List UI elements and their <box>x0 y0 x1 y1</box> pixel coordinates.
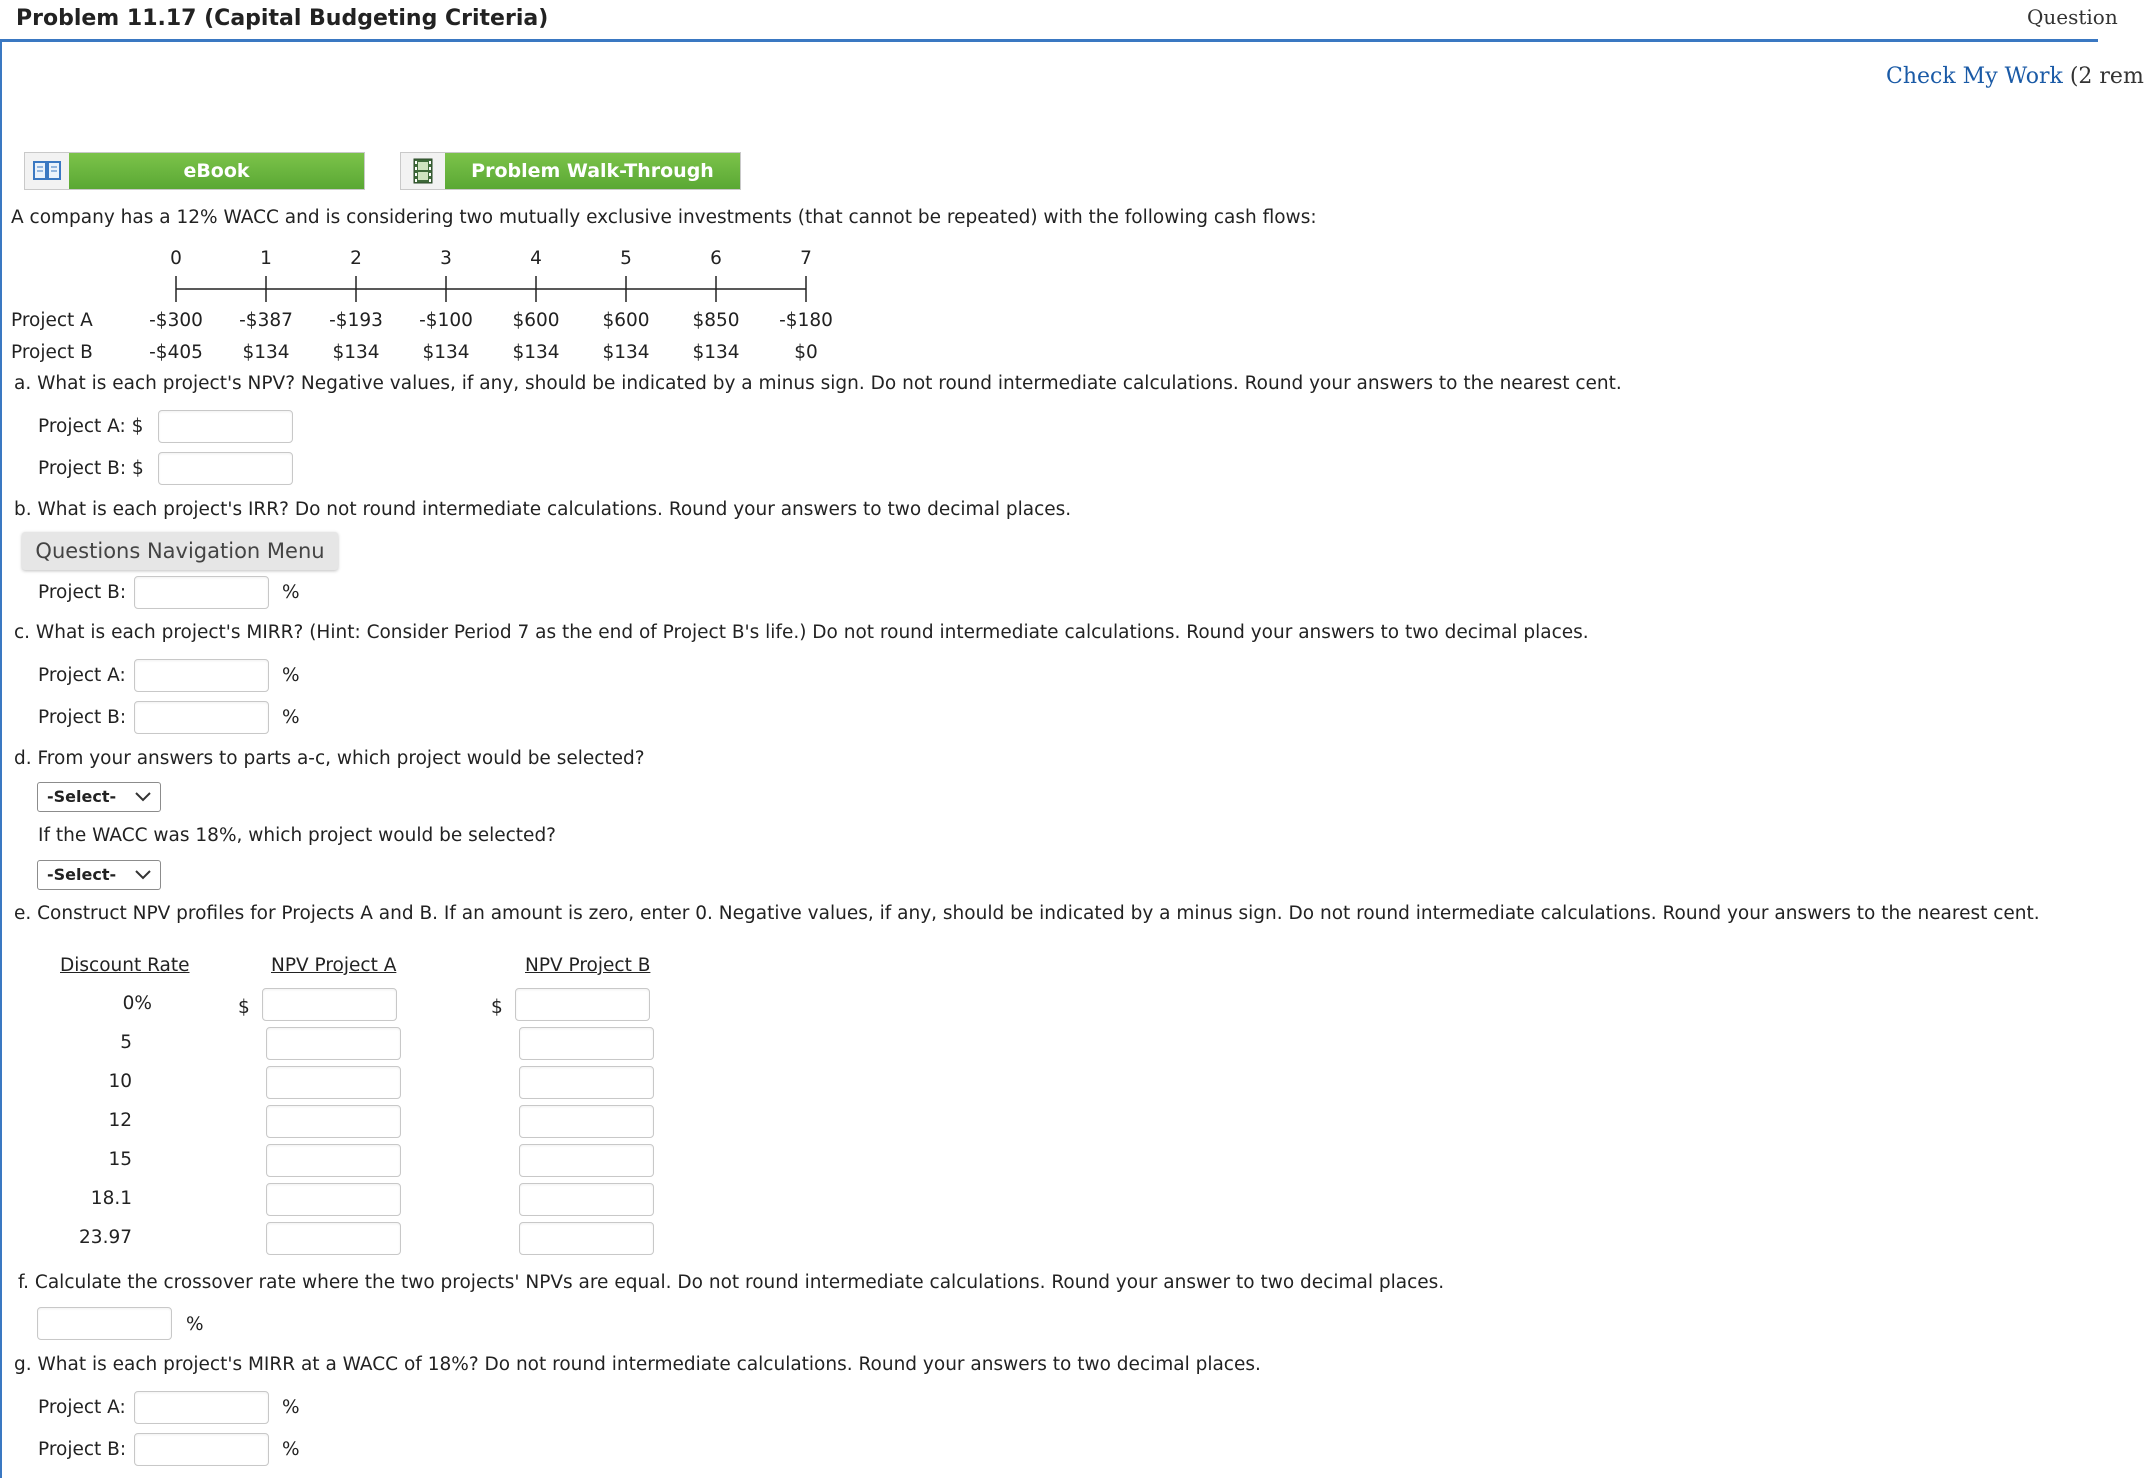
dollar-sign: $ <box>491 997 503 1018</box>
chevron-down-icon <box>134 866 152 884</box>
npv-b-rate-input[interactable] <box>519 1105 654 1138</box>
period-label: 7 <box>800 248 812 269</box>
cash-flow-cell: -$180 <box>779 310 833 331</box>
cash-flow-cell: $600 <box>602 310 650 331</box>
percent-unit: % <box>282 665 300 686</box>
walkthrough-button[interactable] <box>400 152 741 190</box>
percent-unit: % <box>186 1314 204 1335</box>
rate-cell: 18.1 <box>90 1188 132 1209</box>
rate-cell: 0% <box>122 993 152 1014</box>
npv-a-rate-input[interactable] <box>266 1144 401 1177</box>
npv-b-rate-input[interactable] <box>519 1066 654 1099</box>
rate-cell: 5 <box>120 1032 132 1053</box>
npv-b-rate-input[interactable] <box>519 1027 654 1060</box>
cash-flow-cell: $134 <box>422 342 470 363</box>
mirr-project-b-input[interactable] <box>134 701 269 734</box>
attempts-remaining: (2 rem <box>2069 64 2144 89</box>
cash-flow-cell: $134 <box>332 342 380 363</box>
page-title: Problem 11.17 (Capital Budgeting Criteria) <box>16 6 549 31</box>
question-label: Question <box>2027 5 2118 29</box>
mirr-a-label: Project A: <box>38 665 126 686</box>
percent-unit: % <box>282 582 300 603</box>
period-label: 2 <box>350 248 362 269</box>
project-b-label: Project B <box>11 342 93 363</box>
cash-flow-cell: -$100 <box>419 310 473 331</box>
npv-a-rate-input[interactable] <box>266 1222 401 1255</box>
npv-b-header: NPV Project B <box>525 955 651 976</box>
period-label: 4 <box>530 248 542 269</box>
period-label: 1 <box>260 248 272 269</box>
cash-flow-cell: $850 <box>692 310 740 331</box>
irr-project-b-input[interactable] <box>134 576 269 609</box>
cash-flow-cell: $0 <box>794 342 818 363</box>
mirr18-a-label: Project A: <box>38 1397 126 1418</box>
crossover-rate-input[interactable] <box>37 1307 172 1340</box>
check-my-work-link[interactable]: Check My Work <box>1886 64 2063 89</box>
npv-project-a-input[interactable] <box>158 410 293 443</box>
npv-b-rate-input[interactable] <box>515 988 650 1021</box>
npv-b-rate-input[interactable] <box>519 1222 654 1255</box>
part-d-followup: If the WACC was 18%, which project would be selected? <box>38 825 556 846</box>
npv-b-label: Project B: $ <box>38 458 144 479</box>
cash-flow-cell: $134 <box>602 342 650 363</box>
cash-flow-cell: $600 <box>512 310 560 331</box>
walkthrough-label: Problem Walk-Through <box>445 153 740 189</box>
npv-a-rate-input[interactable] <box>266 1183 401 1216</box>
cash-flow-cell: $134 <box>692 342 740 363</box>
intro-text: A company has a 12% WACC and is considering two mutually exclusive investments (that cannot be repeated) with the following cash flows: <box>11 207 1317 228</box>
mirr18-project-b-input[interactable] <box>134 1433 269 1466</box>
part-f-question: f. Calculate the crossover rate where the two projects' NPVs are equal. Do not round intermediate calculations. Round your answer to two decimal places. <box>18 1272 1445 1293</box>
mirr-b-label: Project B: <box>38 707 127 728</box>
dollar-sign: $ <box>238 997 250 1018</box>
questions-navigation-menu[interactable]: Questions Navigation Menu <box>22 532 338 570</box>
part-e-question: e. Construct NPV profiles for Projects A and B. If an amount is zero, enter 0. Negative values, if any, should be indicated by a minus sign. Do not round intermediate calculations. Round your answers to the nearest cent. <box>14 903 2040 924</box>
cash-flow-cell: -$300 <box>149 310 203 331</box>
film-icon <box>401 153 445 189</box>
npv-a-header: NPV Project A <box>271 955 397 976</box>
rate-cell: 15 <box>108 1149 132 1170</box>
project-select-12[interactable] <box>37 782 161 812</box>
period-label: 6 <box>710 248 722 269</box>
npv-b-rate-input[interactable] <box>519 1183 654 1216</box>
irr-b-label: Project B: <box>38 582 127 603</box>
select-value: -Select- <box>47 787 117 806</box>
npv-a-rate-input[interactable] <box>266 1027 401 1060</box>
rate-cell: 23.97 <box>79 1227 132 1248</box>
cash-flow-cell: -$193 <box>329 310 383 331</box>
period-label: 5 <box>620 248 632 269</box>
cash-flow-cell: -$387 <box>239 310 293 331</box>
rate-cell: 10 <box>108 1071 132 1092</box>
ebook-button[interactable] <box>24 152 365 190</box>
rate-cell: 12 <box>108 1110 132 1131</box>
left-rule <box>0 41 2 1478</box>
project-a-label: Project A <box>11 310 93 331</box>
npv-a-rate-input[interactable] <box>262 988 397 1021</box>
percent-unit: % <box>282 1439 300 1460</box>
period-label: 3 <box>440 248 452 269</box>
percent-unit: % <box>282 1397 300 1418</box>
npv-a-rate-input[interactable] <box>266 1066 401 1099</box>
cash-flow-cell: -$405 <box>149 342 203 363</box>
mirr18-b-label: Project B: <box>38 1439 127 1460</box>
mirr18-project-a-input[interactable] <box>134 1391 269 1424</box>
part-g-question: g. What is each project's MIRR at a WACC of 18%? Do not round intermediate calculations. Round your answers to two decimal places. <box>14 1354 1261 1375</box>
npv-b-rate-input[interactable] <box>519 1144 654 1177</box>
npv-a-label: Project A: $ <box>38 416 144 437</box>
part-a-question: a. What is each project's NPV? Negative values, if any, should be indicated by a minus sign. Do not round intermediate calculations. Round your answers to the nearest cent. <box>14 373 1622 394</box>
part-c-question: c. What is each project's MIRR? (Hint: Consider Period 7 as the end of Project B's life.) Do not round intermediate calculations. Round your answers to two decimal places. <box>14 622 1589 643</box>
mirr-project-a-input[interactable] <box>134 659 269 692</box>
period-label: 0 <box>170 248 182 269</box>
npv-a-rate-input[interactable] <box>266 1105 401 1138</box>
part-b-question: b. What is each project's IRR? Do not round intermediate calculations. Round your answers to two decimal places. <box>14 499 1072 520</box>
npv-project-b-input[interactable] <box>158 452 293 485</box>
cash-flow-cell: $134 <box>512 342 560 363</box>
check-my-work <box>1886 64 2144 89</box>
part-d-question: d. From your answers to parts a-c, which project would be selected? <box>14 748 645 769</box>
timeline-axis <box>170 272 815 306</box>
project-select-18[interactable] <box>37 860 161 890</box>
cash-flow-cell: $134 <box>242 342 290 363</box>
book-icon <box>25 153 69 189</box>
discount-rate-header: Discount Rate <box>60 955 190 976</box>
percent-unit: % <box>282 707 300 728</box>
ebook-label: eBook <box>69 153 364 189</box>
select-value: -Select- <box>47 865 117 884</box>
chevron-down-icon <box>134 788 152 806</box>
